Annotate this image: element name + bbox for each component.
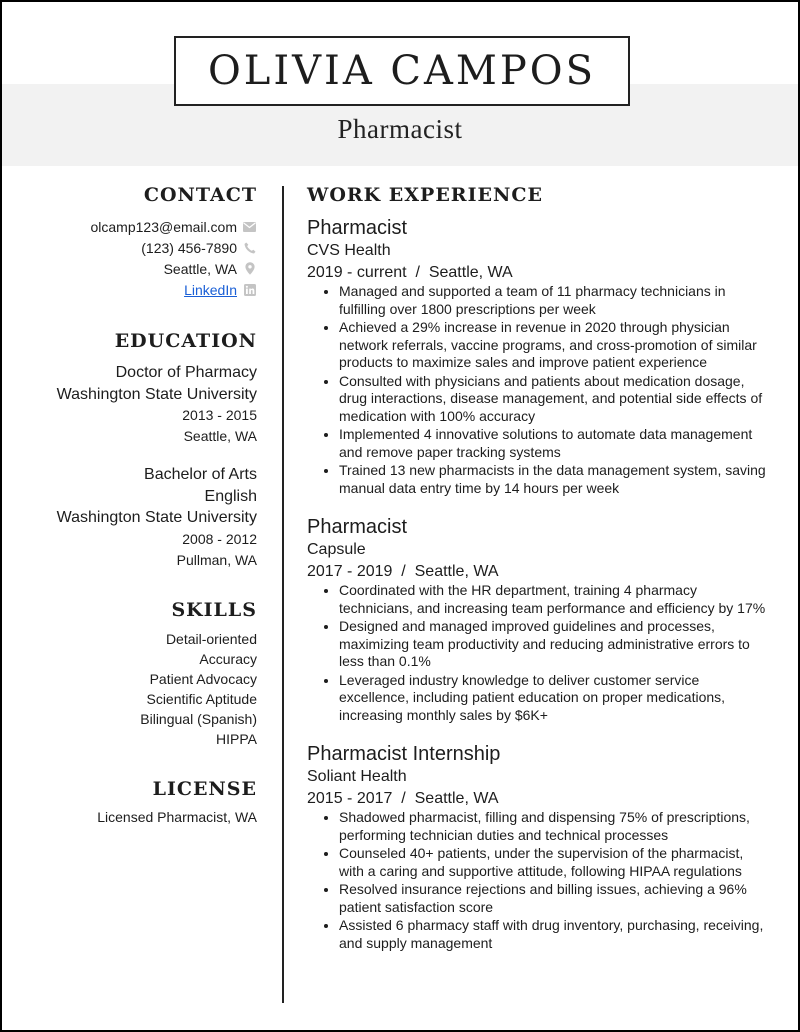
- location: Pullman, WA: [176, 551, 257, 568]
- education-entry-1: [42, 362, 257, 447]
- skills-heading: SKILLS: [171, 598, 257, 621]
- bullet: • Leveraged industry knowledge to deliver customer service excellence, including patient education on proper medications, increasing monthly sales by $6K+: [339, 672, 767, 725]
- right-column: [307, 184, 767, 953]
- skill-item: Accuracy: [199, 650, 257, 667]
- map-pin-icon: [242, 262, 257, 275]
- bullet: • Resolved insurance rejections and billing issues, achieving a 96% patient satisfaction score: [339, 881, 767, 916]
- school: Washington State University: [56, 385, 257, 403]
- company: CVS Health: [307, 242, 391, 259]
- contact-phone: [42, 237, 257, 258]
- location-text: Seattle, WA: [163, 260, 237, 277]
- license-heading: LICENSE: [152, 777, 257, 800]
- contact-email: [42, 216, 257, 237]
- work-experience-heading: WORK EXPERIENCE: [307, 184, 543, 206]
- job-title-header: Pharmacist: [337, 114, 463, 144]
- company: Soliant Health: [307, 768, 407, 785]
- degree: Doctor of Pharmacy: [115, 364, 257, 381]
- skills-list: [42, 629, 257, 749]
- job-dates: 2019 - current / Seattle, WA: [307, 264, 513, 281]
- job-entry-1: [307, 216, 767, 497]
- education-entry-2: [42, 464, 257, 571]
- skill-item: Patient Advocacy: [149, 670, 257, 687]
- job-bullets: [307, 582, 767, 724]
- license-text: Licensed Pharmacist, WA: [97, 808, 257, 825]
- phone-text: (123) 456-7890: [141, 239, 237, 256]
- company: Capsule: [307, 541, 366, 558]
- bullet: • Coordinated with the HR department, training 4 pharmacy technicians, and increasing team performance and efficiency by 17%: [339, 582, 767, 617]
- candidate-name: OLIVIA CAMPOS: [207, 48, 596, 94]
- bullet: • Implemented 4 innovative solutions to automate data management and remove paper tracking systems: [339, 426, 767, 461]
- contact-location: [42, 258, 257, 279]
- school: Washington State University: [56, 509, 257, 526]
- name-box: [174, 36, 630, 106]
- job-title: Pharmacist Internship: [307, 743, 501, 765]
- phone-icon: [242, 242, 257, 254]
- bullet: • Achieved a 29% increase in revenue in 2020 through physician network referrals, vaccine programs, and cross-promotion of similar products to maximize sales and improve patient experience: [339, 319, 767, 372]
- skill-item: HIPPA: [216, 730, 257, 747]
- column-divider: [282, 186, 284, 1003]
- location: Seattle, WA: [183, 428, 257, 444]
- job-entry-3: [307, 742, 767, 952]
- bullet: • Managed and supported a team of 11 pharmacy technicians in fulfilling over 1800 prescriptions per week: [339, 283, 767, 318]
- bullet: • Trained 13 new pharmacists in the data management system, saving manual data entry time by 14 hours per week: [339, 462, 767, 497]
- envelope-icon: [242, 222, 257, 232]
- years: 2013 - 2015: [182, 407, 257, 423]
- contact-linkedin: [42, 279, 257, 300]
- contact-heading: CONTACT: [143, 184, 257, 206]
- major: English: [204, 487, 257, 505]
- bullet: • Shadowed pharmacist, filling and dispensing 75% of prescriptions, performing technician duties and technical processes: [339, 809, 767, 844]
- years: 2008 - 2012: [182, 530, 257, 547]
- bullet: • Assisted 6 pharmacy staff with drug inventory, purchasing, receiving, and supply management: [339, 917, 767, 952]
- job-dates: 2017 - 2019 / Seattle, WA: [307, 563, 499, 580]
- left-column: [42, 184, 257, 827]
- email-text: olcamp123@email.com: [90, 218, 237, 235]
- degree: Bachelor of Arts: [144, 466, 257, 483]
- contact-list: [42, 216, 257, 300]
- job-bullets: [307, 283, 767, 497]
- skill-item: Scientific Aptitude: [146, 690, 257, 707]
- job-bullets: [307, 809, 767, 952]
- job-title: Pharmacist: [307, 516, 408, 538]
- job-title: Pharmacist: [307, 217, 408, 239]
- linkedin-icon: [242, 284, 257, 296]
- bullet: • Counseled 40+ patients, under the supervision of the pharmacist, with a caring and supportive attitude, following HIPAA regulations: [339, 845, 767, 880]
- job-dates: 2015 - 2017 / Seattle, WA: [307, 790, 499, 807]
- bullet: • Consulted with physicians and patients about medication dosage, drug interactions, disease management, and potential side effects of medication with 100% accuracy: [339, 373, 767, 426]
- education-heading: EDUCATION: [114, 330, 257, 352]
- job-entry-2: [307, 515, 767, 724]
- bullet: • Designed and managed improved guidelines and processes, maximizing team productivity and reducing administrative errors to less than 0.1%: [339, 618, 767, 671]
- skill-item: Detail-oriented: [165, 630, 257, 647]
- skill-item: Bilingual (Spanish): [140, 710, 257, 727]
- linkedin-link[interactable]: LinkedIn: [184, 281, 237, 298]
